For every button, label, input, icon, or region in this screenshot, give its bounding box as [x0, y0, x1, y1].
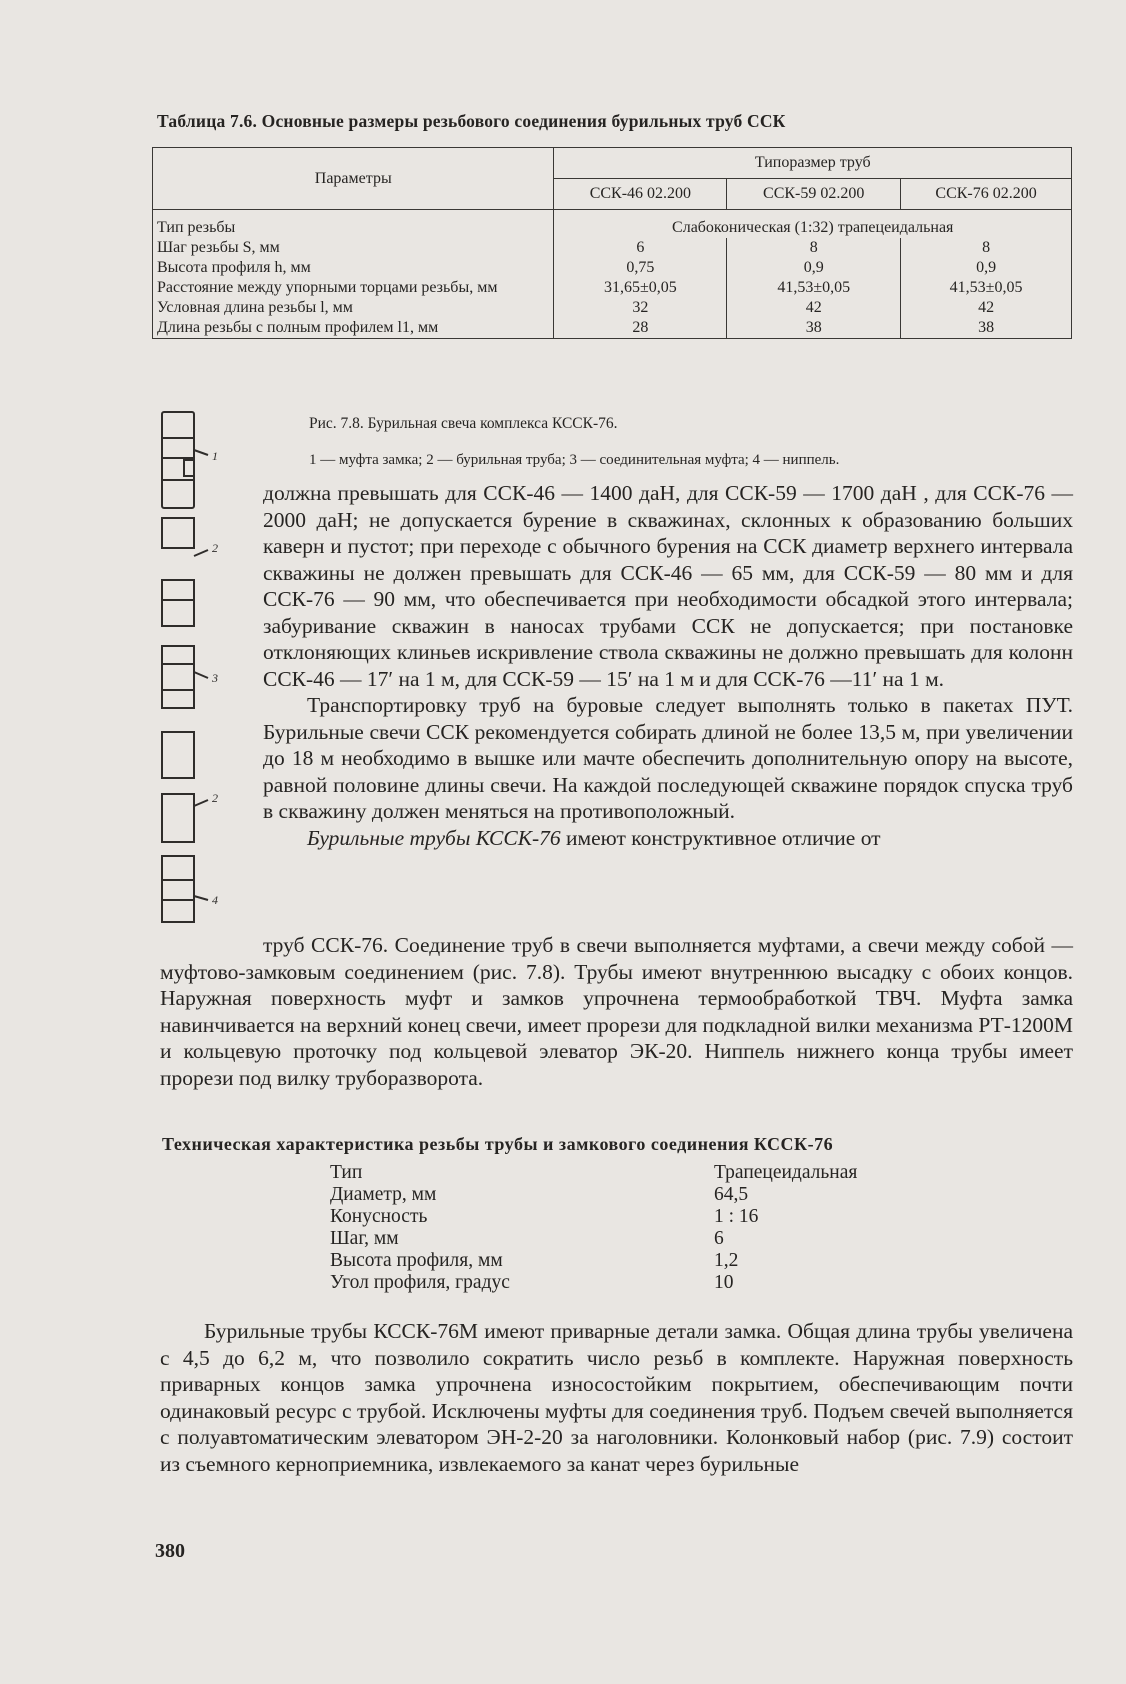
- spec-list: [330, 1162, 857, 1294]
- table-row: [153, 210, 1072, 239]
- figure-label: 3: [212, 671, 218, 685]
- row-param: Шаг резьбы S, мм: [153, 238, 554, 258]
- figure-label: 2: [212, 791, 218, 805]
- cell: 31,65±0,05: [554, 278, 727, 298]
- cell: 32: [554, 298, 727, 318]
- spec-row: Диаметр, мм 64,5: [330, 1184, 749, 1205]
- paragraph: должна превышать для ССК-46 — 1400 даН, для ССК-59 — 1700 даН , для ССК-76 — 2000 даН; не допускается бурение в скважинах, склонных к образованию больших каверн и пустот; при переходе с обычного бурения на ССК диаметр верхнего интервала скважины не должен превышать для ССК-46 — 65 мм, для ССК-59 — 80 мм и для ССК-76 — 90 мм, что обеспечивается при необходимости обсадкой этого интервала; забуривание скважин в наносах трубами ССК не допускается; при постановке отклоняющих клиньев искривление ствола скважины не должно превышать для колонн ССК-46 — 17′ на 1 м, для ССК-59 — 15′ на 1 м и для ССК-76 —11′ на 1 м.: [263, 481, 1073, 691]
- body-text-middle: [160, 932, 1073, 1091]
- cell: 6: [554, 238, 727, 258]
- caption-legend: 1 — муфта замка; 2 — бурильная труба; 3 — соединительная муфта; 4 — ниппель.: [309, 452, 840, 468]
- paragraph: Транспортировку труб на буровые следует выполнять только в пакетах ПУТ. Бурильные свечи ССК рекомендуется собирать длиной не более 13,5 м, при увеличении до 18 м необходимо в вышке или мачте обеспечить дополнительную опору на высоте, равной половине длины свечи. На каждой последующей скважине порядок спуска труб в скважину должен меняться на противоположный.: [263, 693, 1073, 823]
- paragraph: труб ССК-76. Соединение труб в свечи выполняется муфтами, а свечи между собой — муфтово-замковым соединением (рис. 7.8). Трубы имеют внутреннюю высадку с обоих концов. Наружная поверхность муфт и замков упрочнена термообработкой ТВЧ. Муфта замка навинчивается на верхний конец свечи, имеет прорези для подкладной вилки механизма РТ-1200М и кольцевую проточку под кольцевой элеватор ЭК-20. Ниппель нижнего конца трубы имеет прорези под вилку труборазворота.: [160, 933, 1073, 1090]
- body-text-upper: [263, 480, 1073, 851]
- paragraph: [263, 825, 1073, 852]
- drill-string-figure: [152, 410, 232, 925]
- spec-row: Конусность 1 : 16: [330, 1206, 759, 1227]
- cell: 41,53±0,05: [727, 278, 901, 298]
- cell: 0,75: [554, 258, 727, 278]
- table-title: Таблица 7.6. Основные размеры резьбового соединения бурильных труб ССК: [157, 111, 786, 131]
- row-param: Расстояние между упорными торцами резьбы, мм: [153, 278, 554, 298]
- figure-label: 2: [212, 541, 218, 555]
- row-param: Длина резьбы с полным профилем l1, мм: [153, 318, 554, 339]
- spec-row: Тип Трапецеидальная: [330, 1162, 858, 1183]
- italic-term: Бурильные трубы КССК-76: [307, 825, 561, 850]
- merged-cell: Слабоконическая (1:32) трапецеидальная: [554, 210, 1072, 239]
- spec-row: Угол профиля, градус 10: [330, 1272, 734, 1293]
- spec-row: Высота профиля, мм 1,2: [330, 1250, 739, 1271]
- figure-caption: [309, 406, 839, 478]
- cell: 0,9: [727, 258, 901, 278]
- cell: 8: [901, 238, 1072, 258]
- column-header: ССК-46 02.200: [554, 179, 727, 210]
- table-row: [153, 238, 1072, 258]
- paragraph-text: имеют конструктивное отличие от: [560, 825, 881, 850]
- spec-title: Техническая характеристика резьбы трубы и замкового соединения КССК-76: [162, 1134, 834, 1154]
- row-param: Высота профиля h, мм: [153, 258, 554, 278]
- column-header: ССК-59 02.200: [727, 179, 901, 210]
- table-row: [153, 258, 1072, 278]
- figure-label: 1: [212, 449, 218, 463]
- table-row: [153, 278, 1072, 298]
- body-text-lower: [160, 1318, 1073, 1477]
- column-header: ССК-76 02.200: [901, 179, 1072, 210]
- row-param: Условная длина резьбы l, мм: [153, 298, 554, 318]
- cell: 38: [901, 318, 1072, 339]
- param-header: Параметры: [153, 148, 554, 210]
- cell: 38: [727, 318, 901, 339]
- paragraph: Бурильные трубы КССК-76М имеют приварные детали замка. Общая длина трубы увеличена с 4,5 до 6,2 м, что позволило сократить число резьб в комплекте. Наружная поверхность приварных концов замка упрочнена износостойким покрытием, обеспечивающим почти одинаковый ресурс с трубой. Исключены муфты для соединения труб. Подъем свечей выполняется с полуавтоматическим элеватором ЭН-2-20 за наголовники. Колонковый набор (рис. 7.9) состоит из съемного керноприемника, извлекаемого за канат через бурильные: [160, 1319, 1073, 1476]
- cell: 41,53±0,05: [901, 278, 1072, 298]
- cell: 28: [554, 318, 727, 339]
- figure-label: 4: [212, 893, 218, 907]
- thread-dimensions-table: [152, 147, 1072, 339]
- cell: 0,9: [901, 258, 1072, 278]
- page-number: 380: [155, 1540, 185, 1562]
- cell: 8: [727, 238, 901, 258]
- group-header: Типоразмер труб: [554, 148, 1072, 179]
- spec-row: Шаг, мм 6: [330, 1228, 724, 1249]
- row-param: Тип резьбы: [153, 210, 554, 239]
- table-row: [153, 318, 1072, 339]
- caption-title: Рис. 7.8. Бурильная свеча комплекса КССК-76.: [309, 415, 618, 432]
- cell: 42: [727, 298, 901, 318]
- cell: 42: [901, 298, 1072, 318]
- table-row: [153, 298, 1072, 318]
